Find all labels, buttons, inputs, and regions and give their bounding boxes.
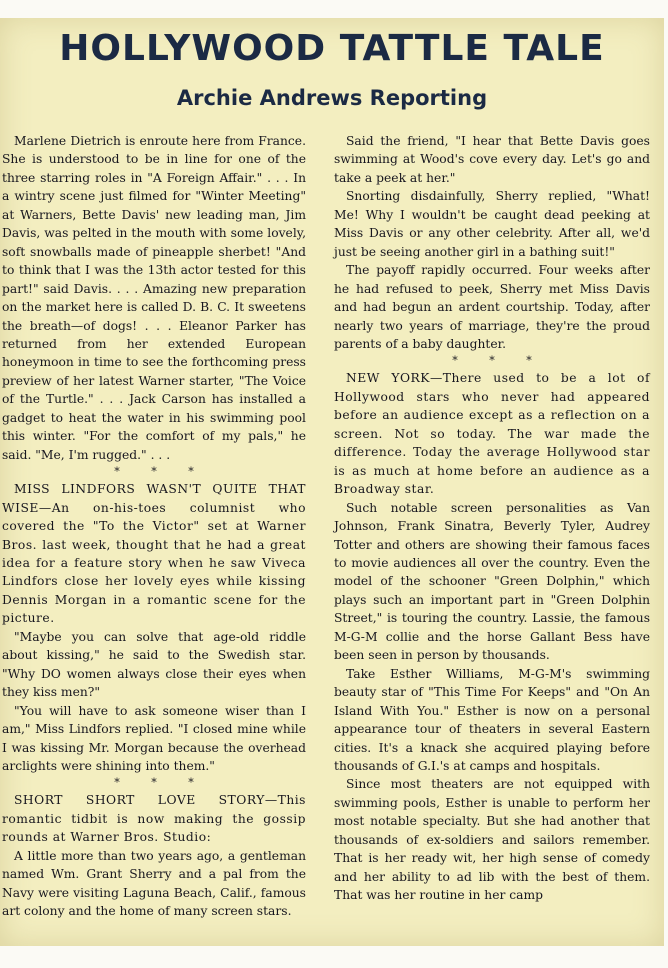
gossip-paragraph: Marlene Dietrich is enroute here from France. She is understood to be in line for one of the three starring roles in "A Foreign Affair." . . . In a wintry scene just filmed for "Winter Meeting" at Warners, Bette Davis' new leading man, Jim Davis, was pelted in the mouth with some lovely, soft snowballs made of pineapple sherbet! "And to think that I was the 13th actor tested for this part!" said Davis. . . . Amazing new preparation on the market here is called D. B. C. It sweetens the breath—of dogs! . . . Eleanor Parker has returned from her extended European honeymoon in time to see the forthcoming press preview of her latest Warner starter, "The Voice of the Turtle." . . . Jack Carson has installed a gadget to heat the water in his swimming pool this winter. "For the comfort of my pals," he said. "Me, I'm rugged." . . . (2, 134, 306, 462)
lindfors-paragraph: MISS LINDFORS WASN'T QUITE THAT WISE—An on-his-toes columnist who covered the "To the Victor" set at Warner Bros. last week, thought that he had a great idea for a feature story when he saw Viveca Lindfors close her lovely eyes while kissing Dennis Morgan in a romantic scene for the picture. (2, 482, 306, 626)
esther-williams-paragraph: Take Esther Williams, M-G-M's swimming beauty star of "This Time For Keeps" and "On An Island With You." Esther is now on a personal appearance tour of theaters in several Eastern cities. It's a knack she acquired playing before thousands of G.I.'s at camps and hospitals. (334, 666, 650, 773)
section-separator: * * * (114, 776, 194, 790)
love-story-paragraph: SHORT SHORT LOVE STORY—This romantic tidbit is now making the gossip rounds at Warner Bros. Studio: (2, 793, 306, 845)
section-separator: * * * (452, 354, 532, 368)
sherry-reply-paragraph: Snorting disdainfully, Sherry replied, "What! Me! Why I wouldn't be caught dead peeking at Miss Davis or any other celebrity. After all, we'd just be seeing another girl in a bathing suit!" (334, 189, 650, 259)
payoff-paragraph: The payoff rapidly occurred. Four weeks after he had refused to peek, Sherry met Miss Davis and had begun an ardent courtship. Today, after nearly two years of marriage, they're the proud parents of a baby daughter. (334, 263, 650, 351)
lindfors-reply-paragraph: "You will have to ask someone wiser than I am," Miss Lindfors replied. "I closed mine while I was kissing Mr. Morgan because the overhead arclights were shining into them." (2, 703, 306, 773)
right-column (334, 132, 650, 905)
friend-quote-paragraph: Said the friend, "I hear that Bette Davis goes swimming at Wood's cove every day. Let's go and take a peek at her." (334, 134, 650, 185)
new-york-paragraph: NEW YORK—There used to be a lot of Hollywood stars who never had appeared before an audience except as a reflection on a screen. Not so today. The war made the difference. Today the average Hollywood star is as much at home before an audience as a Broadway star. (334, 371, 650, 497)
page-title: HOLLYWOOD TATTLE TALE (59, 28, 605, 69)
personalities-paragraph: Such notable screen personalities as Van Johnson, Frank Sinatra, Beverly Tyler, Audrey Totter and others are showing their famous faces to movie audiences all over the country. Even the model of the schooner "Green Dolphin," which plays such an important part in "Green Dolphin Street," is touring the country. Lassie, the famous M-G-M collie and the horse Gallant Bess have been seen in person by thousands. (334, 500, 650, 663)
magazine-page (0, 18, 664, 946)
lindfors-question-paragraph: "Maybe you can solve that age-old riddle about kissing," he said to the Swedish star. "Why DO women always close their eyes when they kiss men?" (2, 629, 306, 700)
love-story-intro-paragraph: A little more than two years ago, a gentleman named Wm. Grant Sherry and a pal from the Navy were visiting Laguna Beach, Calif., famous art colony and the home of many screen stars. (2, 848, 306, 919)
byline: Archie Andrews Reporting (176, 86, 488, 110)
section-separator: * * * (114, 465, 194, 479)
swimming-pools-paragraph: Since most theaters are not equipped with swimming pools, Esther is unable to perform her most notable specialty. But she had another that thousands of ex-soldiers and sailors remember. That is her ready wit, her high sense of comedy and her ability to ad lib with the best of them. That was her routine in her camp (334, 777, 650, 903)
left-column (2, 132, 306, 921)
